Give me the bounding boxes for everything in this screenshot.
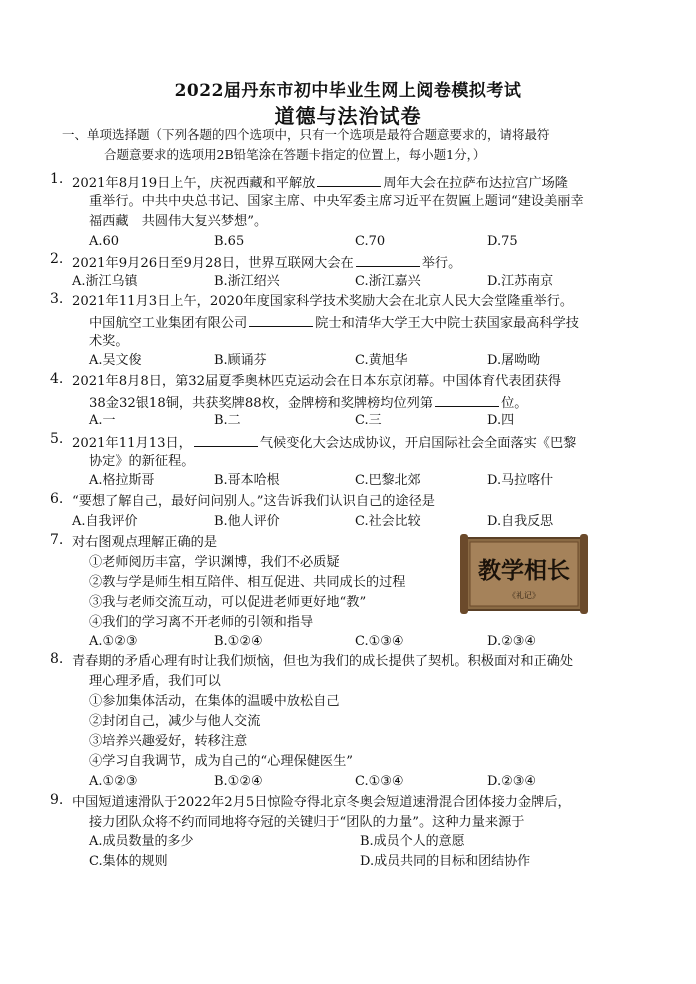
question-8-statement-4: ④学习自我调节，成为自己的“心理保健医生” [89, 754, 354, 769]
question-3-line1: 3. 2021年11月3日上午，2020年度国家科学技术奖励大会在北京人民大会堂隆重举行。 [50, 291, 574, 309]
question-9-line1: 9. 中国短道速滑队于2022年2月5日惊险夺得北京冬奥会短道速滑混合团体接力金牌后， [50, 792, 571, 810]
q2-option-a: A.浙江乌镇 [72, 274, 138, 289]
scroll-rod-left [460, 534, 468, 614]
q2-option-c: C.浙江嘉兴 [355, 274, 421, 289]
answer-blank [249, 312, 313, 327]
question-number: 4. [50, 371, 64, 387]
q6-option-b: B.他人评价 [214, 514, 280, 529]
question-8-statement-1: ①参加集体活动，在集体的温暖中放松自己 [89, 694, 340, 709]
question-1-line2: 重举行。中共中央总书记、国家主席、中央军委主席习近平在贺匾上题词“建设美丽幸 [89, 194, 584, 209]
q3-option-d: D.屠呦呦 [487, 353, 541, 368]
question-number: 2. [50, 251, 64, 267]
q9-option-a: A.成员数量的多少 [89, 834, 194, 849]
question-number: 7. [50, 532, 64, 548]
question-7-statement-2: ②教与学是师生相互陪伴、相互促进、共同成长的过程 [89, 575, 406, 590]
question-4-line2: 38金32银18铜，共获奖牌88枚，金牌榜和奖牌榜均位列第 位。 [89, 392, 527, 414]
question-9-line2: 接力团队众将不约而同地将夺冠的关键归于“团队的力量”。这种力量来源于 [89, 815, 525, 830]
exam-subtitle: 道德与法治试卷 [274, 104, 422, 128]
q9-option-c: C.集体的规则 [89, 854, 168, 869]
q6-option-d: D.自我反思 [487, 514, 554, 529]
question-3-line3: 术奖。 [89, 334, 129, 349]
question-5-line2: 协定》的新征程。 [89, 454, 195, 469]
q7-option-a: A.①②③ [89, 634, 138, 649]
q8-option-a: A.①②③ [89, 774, 138, 789]
q4-option-a: A.一 [89, 413, 116, 428]
q7-option-c: C.①③④ [355, 634, 404, 649]
q8-option-b: B.①②④ [214, 774, 263, 789]
question-7-line1: 7. 对右图观点理解正确的是 [50, 532, 218, 550]
scroll-image [460, 534, 588, 614]
q2-option-d: D.江苏南京 [487, 274, 554, 289]
scroll-caption: 《礼记》 [508, 591, 540, 600]
q1-option-c: C.70 [355, 234, 386, 249]
scroll-title: 教学相长 [478, 557, 570, 584]
exam-title: 2022届丹东市初中毕业生网上阅卷模拟考试 [174, 81, 522, 101]
q7-option-d: D.②③④ [487, 634, 537, 649]
question-7-statement-1: ①老师阅历丰富，学识渊博，我们不必质疑 [89, 555, 340, 570]
question-1-line3: 福西藏 共圆伟大复兴梦想”。 [89, 214, 268, 229]
answer-blank [317, 172, 381, 187]
question-7-statement-3: ③我与老师交流互动，可以促进老师更好地“教” [89, 595, 367, 610]
section-instructions-line1: 一、单项选择题（下列各题的四个选项中，只有一个选项是最符合题意要求的，请将最符 [62, 127, 550, 142]
q5-option-d: D.马拉喀什 [487, 473, 554, 488]
q5-option-b: B.哥本哈根 [214, 473, 280, 488]
q4-option-c: C.三 [355, 413, 382, 428]
q1-option-b: B.65 [214, 234, 245, 249]
q9-option-b: B.成员个人的意愿 [360, 834, 465, 849]
q1-option-a: A.60 [89, 234, 120, 249]
question-number: 5. [50, 431, 64, 447]
question-5-line1: 5. 2021年11月13日， 气候变化大会达成协议，开启国际社会全面落实《巴黎 [50, 431, 577, 451]
question-8-line1: 8. 青春期的矛盾心理有时让我们烦恼，但也为我们的成长提供了契机。积极面对和正确处 [50, 651, 574, 669]
q5-option-c: C.巴黎北郊 [355, 473, 421, 488]
q4-option-b: B.二 [214, 413, 241, 428]
q8-option-d: D.②③④ [487, 774, 537, 789]
question-number: 8. [50, 651, 64, 667]
question-number: 9. [50, 792, 64, 808]
q6-option-c: C.社会比较 [355, 514, 421, 529]
answer-blank [356, 252, 420, 267]
answer-blank [435, 392, 499, 407]
q5-option-a: A.格拉斯哥 [89, 473, 155, 488]
question-1-line1: 1. 2021年8月19日上午，庆祝西藏和平解放 周年大会在拉萨布达拉宫广场隆 [50, 171, 568, 191]
q2-option-b: B.浙江绍兴 [214, 274, 280, 289]
question-7-statement-4: ④我们的学习离不开老师的引领和指导 [89, 615, 314, 630]
q3-option-a: A.吴文俊 [89, 353, 142, 368]
q3-option-b: B.顾诵芬 [214, 353, 267, 368]
question-8-statement-3: ③培养兴趣爱好，转移注意 [89, 734, 248, 749]
question-3-line2: 中国航空工业集团有限公司 院士和清华大学王大中院士获国家最高科学技 [89, 312, 579, 334]
scroll-rod-right [580, 534, 588, 614]
question-6-line1: 6. “要想了解自己，最好问问别人。”这告诉我们认识自己的途径是 [50, 491, 435, 509]
q4-option-d: D.四 [487, 413, 515, 428]
q9-option-d: D.成员共同的目标和团结协作 [360, 854, 531, 869]
question-number: 3. [50, 291, 64, 307]
question-8-statement-2: ②封闭自己，减少与他人交流 [89, 714, 261, 729]
question-number: 6. [50, 491, 64, 507]
section-instructions-line2: 合题意要求的选项用2B铅笔涂在答题卡指定的位置上，每小题1分，） [104, 147, 486, 162]
question-2-line1: 2. 2021年9月26日至9月28日，世界互联网大会在 举行。 [50, 251, 462, 271]
answer-blank [194, 432, 258, 447]
q8-option-c: C.①③④ [355, 774, 404, 789]
q7-option-b: B.①②④ [214, 634, 263, 649]
q1-option-d: D.75 [487, 234, 518, 249]
question-4-line1: 4. 2021年8月8日，第32届夏季奥林匹克运动会在日本东京闭幕。中国体育代表团获得 [50, 371, 562, 389]
question-8-line2: 理心理矛盾，我们可以 [89, 674, 221, 689]
q6-option-a: A.自我评价 [72, 514, 138, 529]
question-number: 1. [50, 171, 64, 187]
q3-option-c: C.黄旭华 [355, 353, 408, 368]
